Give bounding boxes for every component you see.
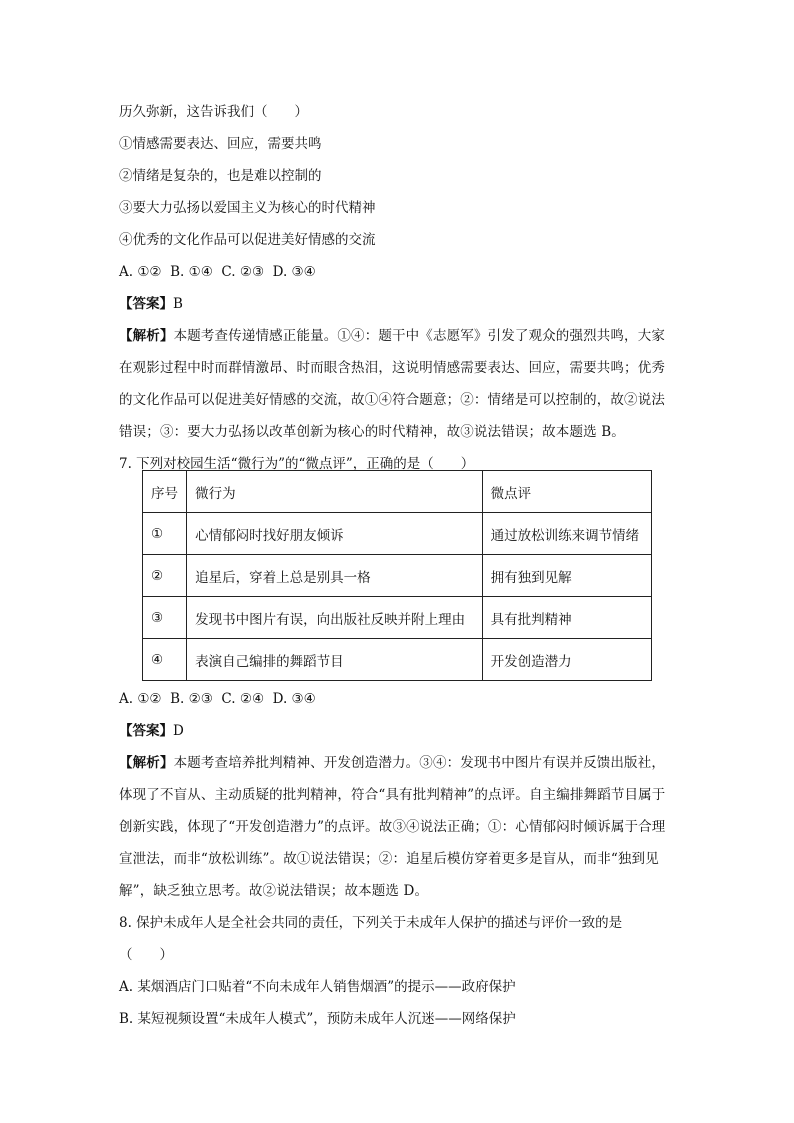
table-cell: 追星后，穿着上总是别具一格 [187, 555, 483, 597]
document-page [119, 96, 689, 480]
q7-table [142, 470, 652, 681]
q6-choices: A. ①② B. ①④ C. ②③ D. ③④ [119, 264, 316, 280]
table-cell: 发现书中图片有误，向出版社反映并附上理由 [187, 597, 483, 639]
table-row [143, 555, 652, 597]
q8-stem-line-2: （ ） [119, 947, 173, 963]
q6-option-2: ②情绪是复杂的，也是难以控制的 [119, 168, 322, 184]
q6-analysis-line-1: 本题考查传递情感正能量。①④：题干中《志愿军》引发了观众的强烈共鸣，大家 [173, 328, 666, 344]
q7-analysis-line-2: 体现了不盲从、主动质疑的批判精神，符合“具有批判精神”的点评。自主编排舞蹈节目属于 [119, 787, 666, 803]
q6-analysis-line-2: 在观影过程中时而群情激昂、时而眼含热泪，这说明情感需要表达、回应，需要共鸣；优秀 [119, 360, 665, 376]
q8-option-b: B. 某短视频设置“未成年人模式”，预防未成年人沉迷——网络保护 [119, 1011, 516, 1027]
table-cell: ③ [143, 597, 187, 639]
q6-option-1: ①情感需要表达、回应，需要共鸣 [119, 136, 322, 152]
q6-option-3: ③要大力弘扬以爱国主义为核心的时代精神 [119, 200, 376, 216]
q7-analysis [119, 747, 689, 907]
q7-analysis-line-5: 解”，缺乏独立思考。故②说法错误；故本题选 D。 [119, 883, 429, 899]
table-cell: ② [143, 555, 187, 597]
table-cell: ④ [143, 639, 187, 681]
q7-analysis-line-3: 创新实践，体现了“开发创造潜力”的点评。故③④说法正确；①：心情郁闷时倾诉属于合理 [119, 819, 666, 835]
table-header-cell: 序号 [143, 471, 187, 513]
table-row [143, 597, 652, 639]
q7-analysis-line-4: 宣泄法，而非“放松训练”。故①说法错误；②：追星后模仿穿着更多是盲从，而非“独到见 [119, 851, 659, 867]
table-cell: 拥有独到见解 [482, 555, 651, 597]
q7-analysis-label: 【解析】 [119, 755, 174, 771]
table-cell: 表演自己编排的舞蹈节目 [187, 639, 483, 681]
q8-stem-line-1: 8. 保护未成年人是全社会共同的责任，下列关于未成年人保护的描述与评价一致的是 [119, 915, 623, 931]
table-header-row [143, 471, 652, 513]
q8-option-a: A. 某烟酒店门口贴着“不向未成年人销售烟酒”的提示——政府保护 [119, 979, 516, 995]
q6-answer-label: 【答案】 [119, 296, 173, 312]
after-table-content [119, 683, 689, 1035]
table-cell: 心情郁闷时找好朋友倾诉 [187, 513, 483, 555]
q7-answer-label: 【答案】 [119, 723, 173, 739]
q6-answer-value: B [173, 296, 183, 312]
q6-analysis [119, 320, 689, 448]
table-cell: ① [143, 513, 187, 555]
table-cell: 具有批判精神 [482, 597, 651, 639]
q7-analysis-line-1: 本题考查培养批判精神、开发创造潜力。③④：发现书中图片有误并反馈出版社， [173, 755, 666, 771]
q7-stem: 7. 下列对校园生活“微行为”的“微点评”，正确的是（ ） [119, 456, 475, 472]
q6-stem-tail: 历久弥新，这告诉我们（ ） [119, 104, 308, 120]
q6-analysis-line-3: 的文化作品可以促进美好情感的交流，故①④符合题意；②：情绪是可以控制的，故②说法 [119, 392, 665, 408]
table-header-cell: 微点评 [482, 471, 651, 513]
table-cell: 开发创造潜力 [482, 639, 651, 681]
q6-analysis-line-4: 错误；③：要大力弘扬以改革创新为核心的时代精神，故③说法错误；故本题选 B。 [119, 424, 625, 440]
table-cell: 通过放松训练来调节情绪 [482, 513, 651, 555]
q7-answer-value: D [173, 723, 184, 739]
q7-answer [119, 715, 689, 747]
q6-option-4: ④优秀的文化作品可以促进美好情感的交流 [119, 232, 376, 248]
q6-answer [119, 288, 689, 320]
table-header-cell: 微行为 [187, 471, 483, 513]
table-row [143, 513, 652, 555]
q6-analysis-label: 【解析】 [119, 328, 174, 344]
table-row [143, 639, 652, 681]
q7-choices: A. ①② B. ②③ C. ②④ D. ③④ [119, 691, 316, 707]
